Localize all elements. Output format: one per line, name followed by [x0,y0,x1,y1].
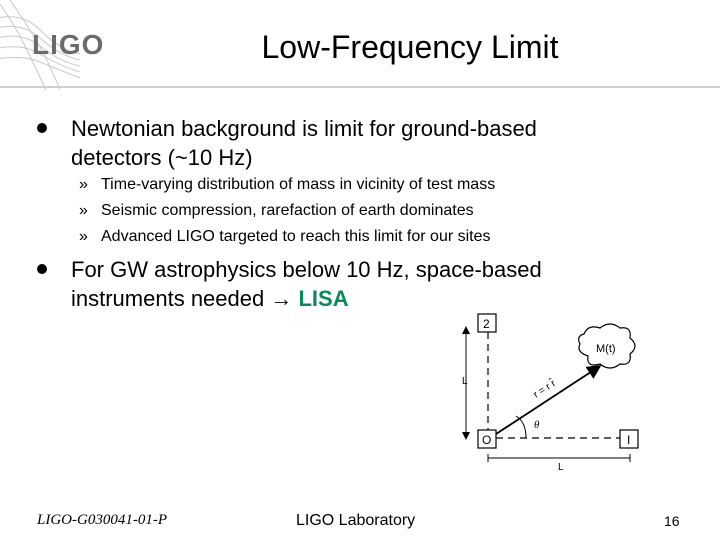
logo-text: LIGO [32,29,105,60]
dimension-arrow-up-icon [462,326,470,334]
slide-title: Low-Frequency Limit [261,29,559,65]
bullet-line-2 [71,284,349,313]
vector-label: r = r r̂ [531,378,558,401]
angle-label: θ [534,419,540,431]
lisa-highlight: LISA [298,286,349,311]
sub-marker: » [79,202,88,219]
page-number: 16 [664,513,680,529]
right-arrow-icon: → [270,286,293,311]
bullet-dot [37,123,47,133]
sub-item-text: Advanced LIGO targeted to reach this limit for our sites [101,228,491,245]
ligo-logo [0,0,160,90]
node-0-label: O [482,433,492,447]
bullet-line-prefix: instruments needed [71,286,265,311]
node-2-label: 2 [483,317,490,331]
sub-item [79,227,491,247]
dimension-arrow-down-icon [462,432,470,440]
bullet-dot [37,264,47,274]
sub-item-text: Seismic compression, rarefaction of earth dominates [101,202,474,219]
bullet-line: detectors (~10 Hz) [71,145,253,170]
position-vector [496,366,600,434]
horizontal-length-label: L [558,462,564,470]
sub-item [79,201,474,221]
sub-item [79,175,495,195]
newtonian-noise-diagram [450,310,650,470]
document-id: LIGO-G030041-01-P [37,512,167,528]
node-1-label: I [627,433,631,447]
title-divider [0,86,720,88]
bullet-line: For GW astrophysics below 10 Hz, space-based [71,257,542,282]
sub-marker: » [79,228,88,245]
footer-organization: LIGO Laboratory [296,512,416,529]
sub-marker: » [79,176,88,193]
mass-label: M(t) [596,343,616,355]
bullet-line: Newtonian background is limit for ground-based [71,116,537,141]
vertical-length-label: L [462,376,468,387]
sub-item-text: Time-varying distribution of mass in vicinity of test mass [101,176,496,193]
